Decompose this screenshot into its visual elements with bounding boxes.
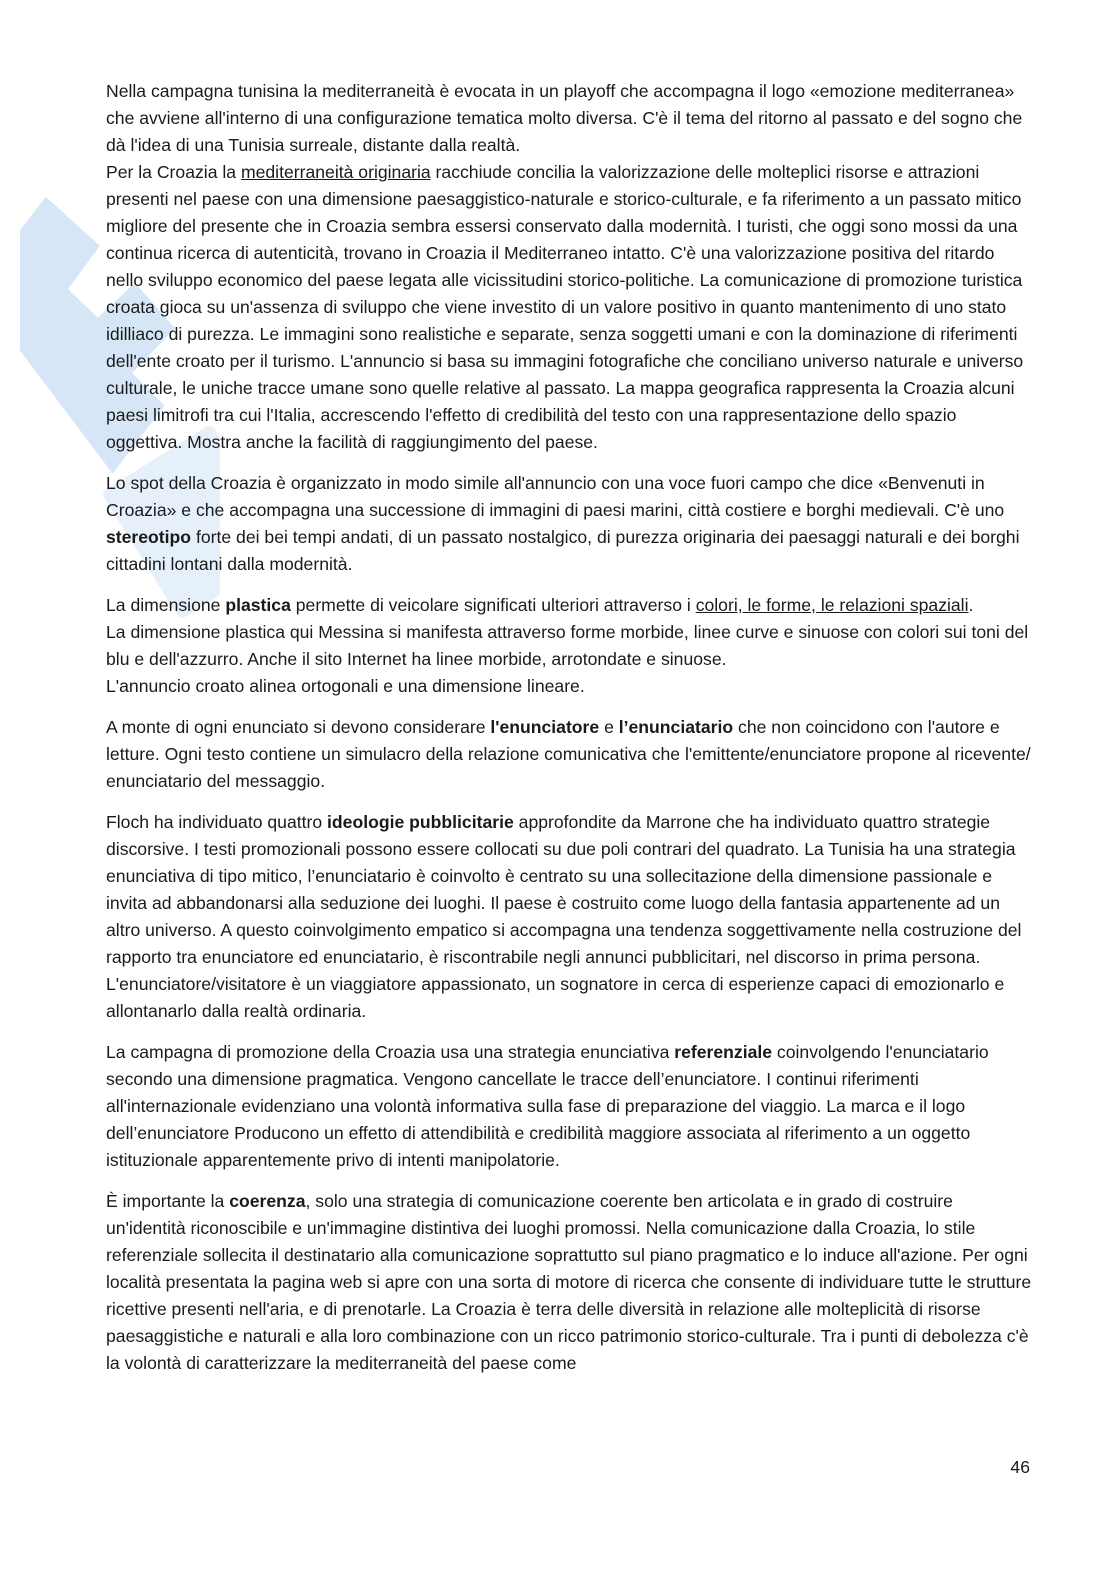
- underlined-term: mediterraneità originaria: [240, 162, 431, 182]
- paragraph: [106, 673, 1032, 700]
- text-run: È importante la: [106, 1191, 230, 1211]
- text-run: Per la Croazia la: [106, 162, 241, 182]
- text-run: L'annuncio croato alinea ortogonali e una dimensione lineare.: [106, 676, 585, 696]
- text-run: La dimensione plastica qui Messina si manifesta attraverso forme morbide, linee curve e sinuose con colori sui toni del blu e dell'azzurro. Anche il sito Internet ha linee morbide, arrotondate e sinuose.: [106, 622, 1029, 669]
- bold-term: referenziale: [674, 1042, 773, 1062]
- text-run: e: [599, 717, 619, 737]
- bold-term: l’enunciatario: [618, 717, 734, 737]
- text-run: .: [968, 595, 974, 615]
- bold-term: plastica: [225, 595, 291, 615]
- text-run: La dimensione: [106, 595, 226, 615]
- text-run: A monte di ogni enunciato si devono considerare: [106, 717, 491, 737]
- underlined-term: colori, le forme, le relazioni spaziali: [695, 595, 969, 615]
- paragraph: [106, 714, 1032, 795]
- bold-term: coerenza: [229, 1191, 306, 1211]
- text-run: , solo una strategia di comunicazione coerente ben articolata e in grado di costruire un'identità riconoscibile e un'immagine distintiva dei luoghi promossi. Nella comunicazione dalla Croazia, lo stile referenziale sollecita il destinatario alla comunicazione soprattutto sul piano pragmatico e lo induce all'azione. Per ogni località presentata la pagina web si apre con una sorta di motore di ricerca che consente di individuare tutte le strutture ricettive presenti nell'aria, e di prenotarle. La Croazia è terra delle diversità in relazione alle molteplicità di risorse paesaggistiche e naturali e alla loro combinazione con un ricco patrimonio storico-culturale. Tra i punti di debolezza c'è la volontà di caratterizzare la mediterraneità del paese come: [106, 1191, 1032, 1373]
- page-number: 46: [1010, 1457, 1030, 1477]
- paragraph: [106, 470, 1032, 578]
- text-run: coinvolgendo l'enunciatario secondo una dimensione pragmatica. Vengono cancellate le tracce dell’enunciatore. I continui riferimenti all'internazionale evidenziano una volontà informativa sulla fase di preparazione del viaggio. La marca e il logo dell’enunciatore Producono un effetto di attendibilità e credibilità maggiore associata al riferimento a un oggetto istituzionale apparentemente privo di intenti manipolatorie.: [106, 1042, 989, 1170]
- paragraph: [106, 1039, 1032, 1174]
- paragraph: [106, 619, 1032, 673]
- bold-term: ideologie pubblicitarie: [327, 812, 514, 832]
- bold-term: l'enunciatore: [490, 717, 600, 737]
- paragraph: [106, 78, 1032, 159]
- paragraph: [106, 809, 1032, 1025]
- text-run: Nella campagna tunisina la mediterraneità è evocata in un playoff che accompagna il logo «emozione mediterranea» che avviene all'interno di una configurazione tematica molto diversa. C'è il tema del ritorno al passato e del sogno che dà l'idea di una Tunisia surreale, distante dalla realtà.: [106, 81, 1023, 155]
- text-run: che non coincidono con l'autore e letture. Ogni testo contiene un simulacro della relazione comunicativa che l'emittente/enunciatore propone al ricevente/ enunciatario del messaggio.: [106, 717, 1031, 791]
- text-run: forte dei bei tempi andati, di un passato nostalgico, di purezza originaria dei paesaggi naturali e dei borghi cittadini lontani dalla modernità.: [106, 527, 1020, 574]
- text-run: racchiude concilia la valorizzazione delle molteplici risorse e attrazioni presenti nel paese con una dimensione paesaggistico-naturale e storico-culturale, e fa riferimento a un passato mitico migliore del presente che in Croazia sembra essersi conservato dalla modernità. I turisti, che oggi sono mossi da una continua ricerca di autenticità, trovano in Croazia il Mediterraneo intatto. C'è una valorizzazione positiva del ritardo nello sviluppo economico del paese legata alle vicissitudini storico-politiche. La comunicazione di promozione turistica croata gioca su un'assenza di sviluppo che viene investito di un valore positivo in quanto mantenimento di uno stato idilliaco di purezza. Le immagini sono realistiche e separate, senza soggetti umani e con la dominazione di riferimenti dell'ente croato per il turismo. L'annuncio si basa su immagini fotografiche che conciliano universo naturale e universo culturale, le uniche tracce umane sono quelle relative al passato. La mappa geografica rappresenta la Croazia alcuni paesi limitrofi tra cui l'Italia, accrescendo l'effetto di credibilità del testo con una rappresentazione dello spazio oggettiva. Mostra anche la facilità di raggiungimento del paese.: [106, 162, 1024, 452]
- paragraph: [106, 592, 1032, 619]
- paragraph: [106, 1188, 1032, 1377]
- text-run: La campagna di promozione della Croazia usa una strategia enunciativa: [106, 1042, 675, 1062]
- bold-term: stereotipo: [106, 527, 192, 547]
- text-run: Floch ha individuato quattro: [106, 812, 328, 832]
- document-body: [106, 78, 1032, 1391]
- text-run: Lo spot della Croazia è organizzato in modo simile all'annuncio con una voce fuori campo che dice «Benvenuti in Croazia» e che accompagna una successione di immagini di paesi marini, città costiere e borghi medievali. C'è uno: [106, 473, 1005, 520]
- text-run: approfondite da Marrone che ha individuato quattro strategie discorsive. I testi promozionali possono essere collocati su due poli contrari del quadrato. La Tunisia ha una strategia enunciativa di tipo mitico, l’enunciatario è coinvolto è centrato su una sollecitazione della dimensione passionale e invita ad abbandonarsi alla seduzione dei luoghi. Il paese è costruito come luogo della fantasia appartenente ad un altro universo. A questo coinvolgimento empatico si accompagna una tendenza soggettivamente nella costruzione del rapporto tra enunciatore ed enunciatario, è riscontrabile negli annunci pubblicitari, nel discorso in prima persona. L'enunciatore/visitatore è un viaggiatore appassionato, un sognatore in cerca di esperienze capaci di emozionarlo e allontanarlo dalla realtà ordinaria.: [106, 812, 1022, 1021]
- paragraph: [106, 159, 1032, 456]
- text-run: permette di veicolare significati ulteriori attraverso i: [290, 595, 696, 615]
